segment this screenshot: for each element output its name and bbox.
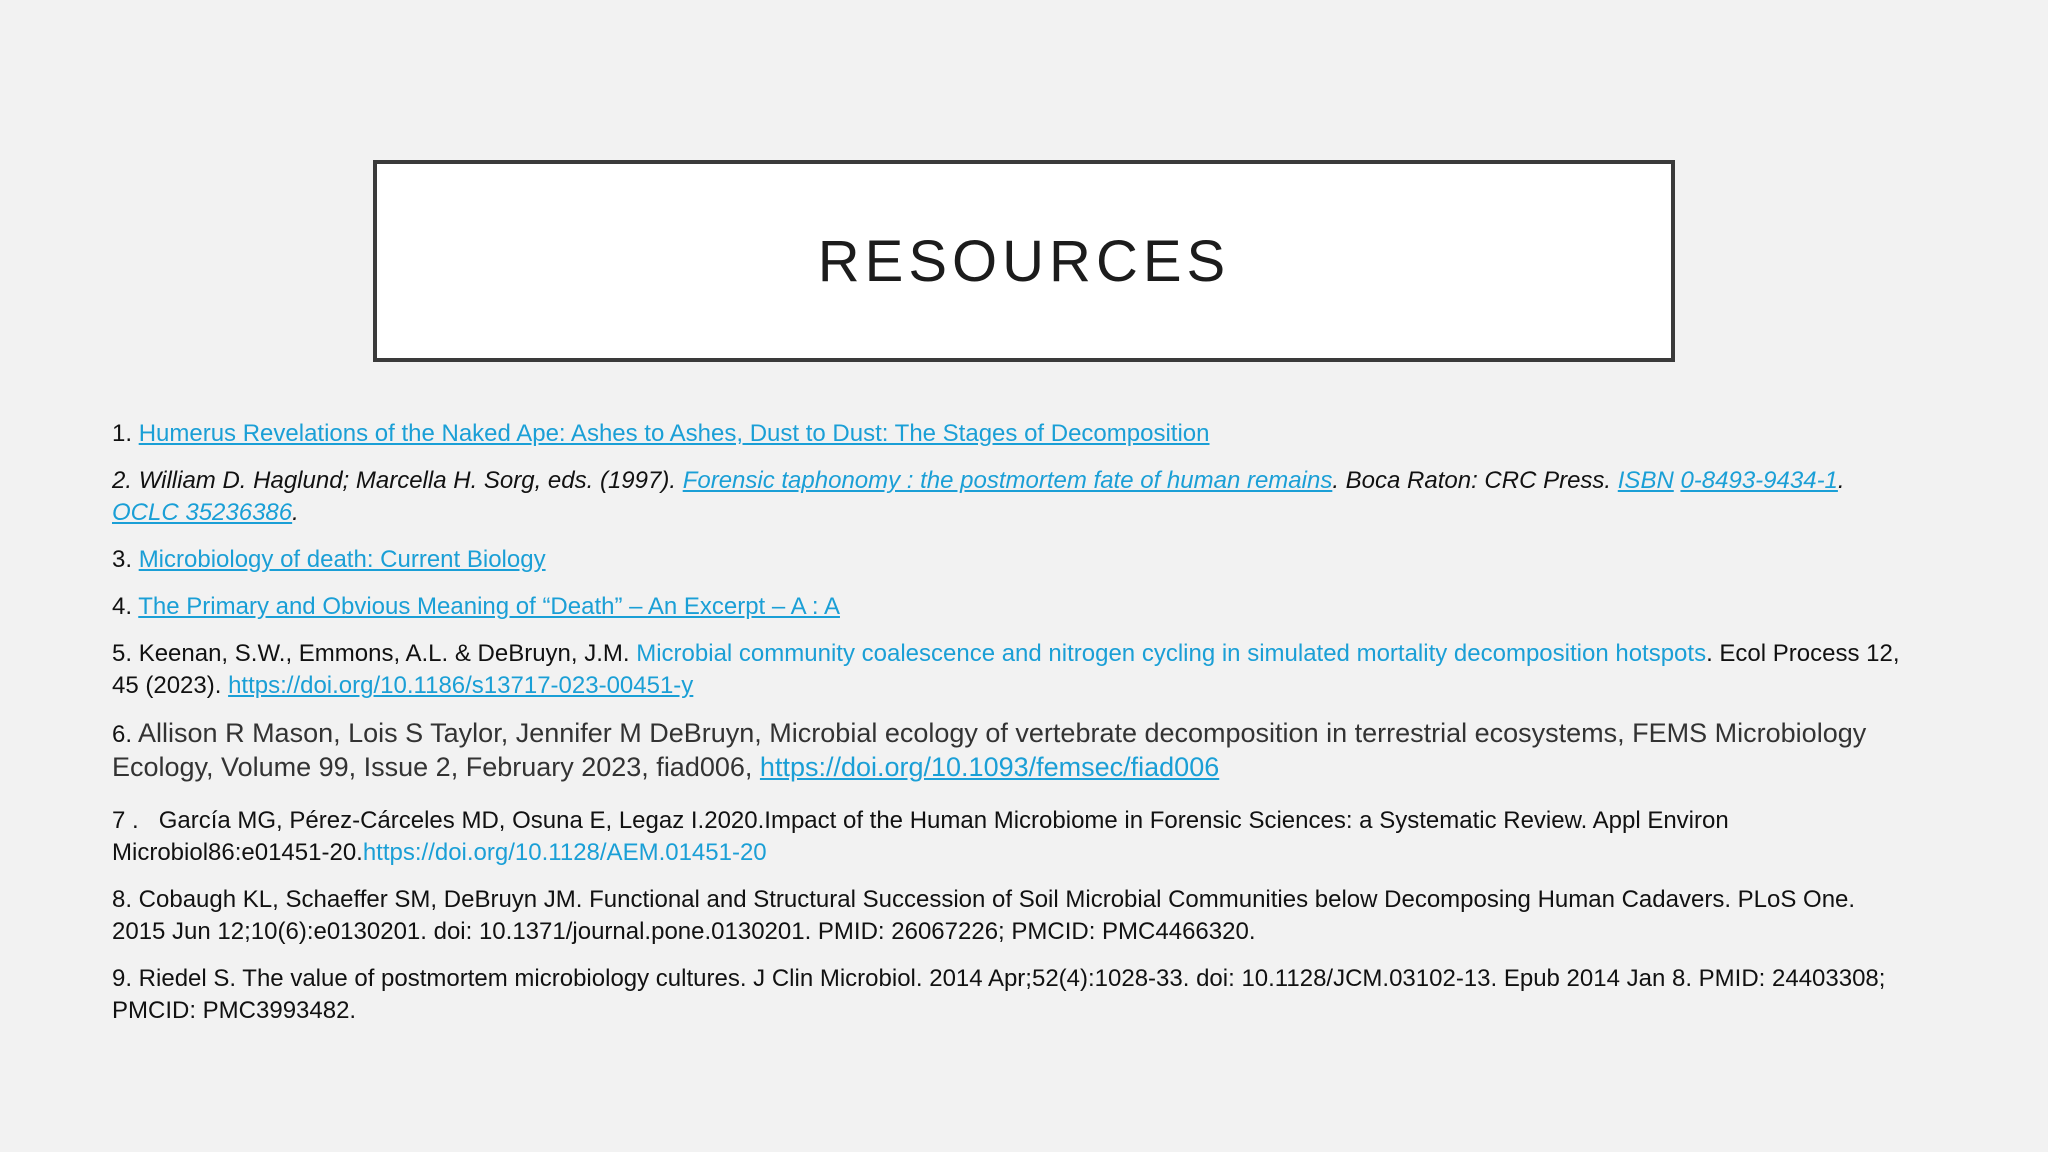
reference-5 [112,638,1912,702]
reference-number: 6. [112,721,133,748]
reference-text: 8. Cobaugh KL, Schaeffer SM, DeBruyn JM. Functional and Structural Succession of Soil Microbial Communities below Decomposing Human Cadavers. PLoS One. 2015 Jun 12;10(6):e0130201. doi: 10.1371/journal.pone.0130201. PMID: 26067226; PMCID: PMC4466320. [112,886,1856,945]
slide-title: RESOURCES [817,228,1231,294]
reference-8 [112,884,1912,948]
reference-authors: Keenan, S.W., Emmons, A.L. & DeBruyn, J.M. [138,640,630,667]
reference-title-link[interactable]: Microbial community coalescence and nitrogen cycling in simulated mortality decomposition hotspots [636,640,1707,667]
reference-number: 2. [112,467,133,494]
title-box [373,160,1675,362]
reference-number: 7 . [112,807,139,834]
reference-link[interactable]: Forensic taphonomy : the postmortem fate of human remains [682,467,1333,494]
reference-authors: William D. Haglund; Marcella H. Sorg, eds. (1997). [138,467,677,494]
reference-text: Allison R Mason, Lois S Taylor, Jennifer M DeBruyn, Microbial ecology of vertebrate decomposition in terrestrial ecosystems, FEMS Microbiology Ecology, Volume 99, Issue 2, February 2023, fiad006, [112,718,1867,782]
reference-publisher: . Boca Raton: CRC Press. [1332,467,1612,494]
reference-9 [112,963,1912,1027]
reference-text: García MG, Pérez-Cárceles MD, Osuna E, Legaz I.2020.Impact of the Human Microbiome in Forensic Sciences: a Systematic Review. Appl Environ Microbiol86:e01451-20. [112,807,1729,866]
reference-link[interactable]: The Primary and Obvious Meaning of “Death” – An Excerpt – A : A [138,593,840,620]
reference-2 [112,465,1912,529]
separator: . [1837,467,1845,494]
reference-link[interactable]: Humerus Revelations of the Naked Ape: Ashes to Ashes, Dust to Dust: The Stages of Decomposition [138,420,1210,447]
reference-6 [112,717,1912,783]
reference-number: 3. [112,546,133,573]
references-list [112,418,1912,1042]
reference-number: 5. [112,640,133,667]
reference-end: . [292,499,299,526]
reference-4 [112,591,1912,623]
reference-text: 9. Riedel S. The value of postmortem microbiology cultures. J Clin Microbiol. 2014 Apr;52(4):1028-33. doi: 10.1128/JCM.03102-13. Epub 2014 Jan 8. PMID: 24403308; PMCID: PMC3993482. [112,965,1886,1024]
reference-3 [112,544,1912,576]
oclc-link[interactable]: OCLC 35236386 [112,499,293,526]
reference-7 [112,805,1912,869]
isbn-value-link[interactable]: 0-8493-9434-1 [1680,467,1838,494]
reference-number: 1. [112,420,133,447]
reference-number: 4. [112,593,133,620]
doi-link[interactable]: https://doi.org/10.1128/AEM.01451-20 [362,839,767,866]
doi-link[interactable]: https://doi.org/10.1093/femsec/fiad006 [759,752,1220,782]
reference-link[interactable]: Microbiology of death: Current Biology [138,546,546,573]
isbn-link[interactable]: ISBN [1617,467,1674,494]
reference-journal: . Ecol Process 12, 45 (2023). [112,640,1900,699]
doi-link[interactable]: https://doi.org/10.1186/s13717-023-00451-y [228,672,694,699]
reference-1 [112,418,1912,450]
